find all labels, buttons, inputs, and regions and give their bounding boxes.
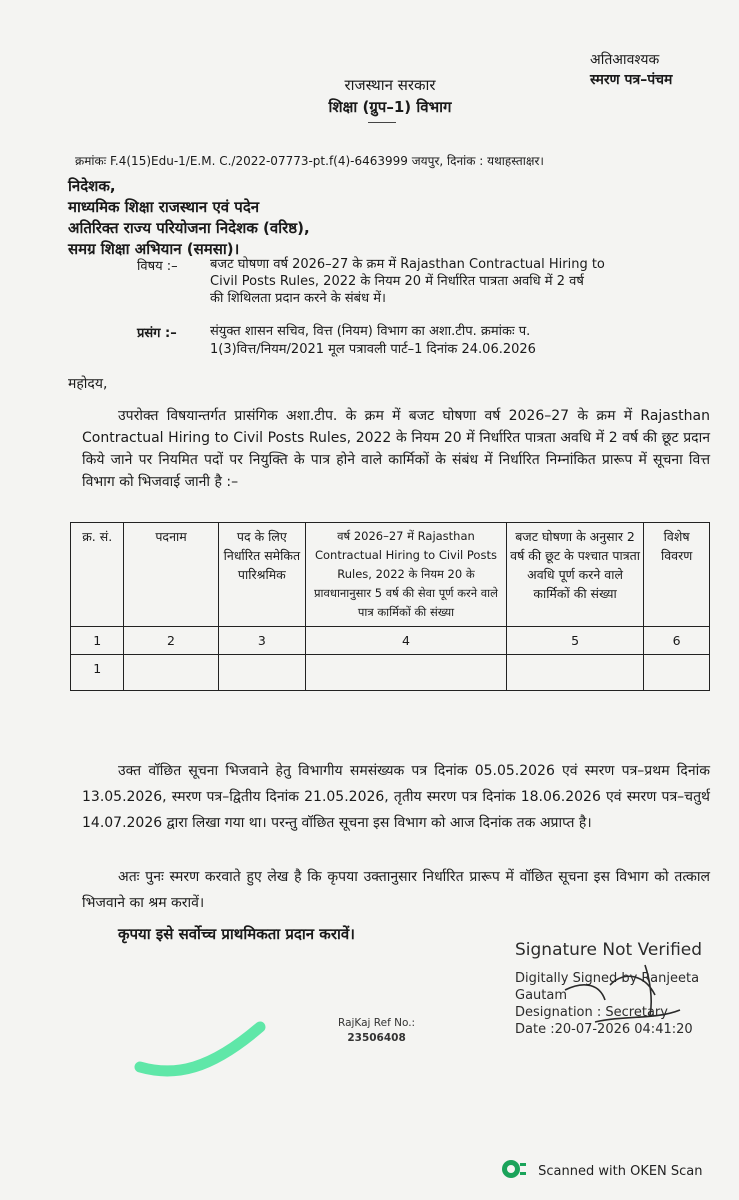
urgency-note <box>590 50 672 90</box>
signed-by: Digitally Signed by Ranjeeta <box>515 971 700 986</box>
signer-name: Gautam <box>515 988 568 1003</box>
rajkaj-label: RajKaj Ref No.: <box>338 1017 416 1029</box>
scan-footer-text: Scanned with OKEN Scan <box>538 1163 703 1179</box>
government-name: राजस्थान सरकार <box>344 76 436 94</box>
header-remarks: विशेष विवरण <box>644 523 710 627</box>
priority-request: कृपया इसे सर्वोच्च प्राथमिकता प्रदान करावें। <box>118 925 355 943</box>
table-cell: 3 <box>218 627 305 655</box>
signature-date: Date :20-07-2026 04:41:20 <box>515 1022 693 1037</box>
header-remuneration: पद के लिए निर्धारित समेकित पारिश्रमिक <box>218 523 305 627</box>
subject-text <box>210 256 605 307</box>
table-cell <box>306 655 507 691</box>
letterhead <box>300 74 480 118</box>
signer-designation: Designation : Secretary <box>515 1005 668 1020</box>
scan-watermark <box>500 1158 703 1184</box>
addressee-line: माध्यमिक शिक्षा राजस्थान एवं पदेन <box>68 198 260 216</box>
table-cell <box>644 655 710 691</box>
table-cell <box>218 655 305 691</box>
oken-scan-logo-icon <box>500 1158 528 1184</box>
rajkaj-reference <box>338 1016 415 1046</box>
prasang-line: संयुक्त शासन सचिव, वित्त (नियम) विभाग का अशा.टीप. क्रमांकः प. <box>210 324 531 339</box>
header-serial: क्र. सं. <box>71 523 124 627</box>
table-header-row <box>71 523 710 627</box>
table-cell: 6 <box>644 627 710 655</box>
addressee-line: निदेशक, <box>68 177 116 195</box>
subject-line: की शिथिलता प्रदान करने के संबंध में। <box>210 291 386 306</box>
table-cell: 4 <box>306 627 507 655</box>
highlighter-mark <box>130 1015 275 1085</box>
department-name: शिक्षा (ग्रुप–1) विभाग <box>328 98 452 116</box>
table-cell <box>124 655 218 691</box>
salutation: महोदय, <box>68 376 108 392</box>
subject-line: Civil Posts Rules, 2022 के नियम 20 में निर्धारित पात्रता अवधि में 2 वर्ष <box>210 274 584 289</box>
table-cell: 5 <box>506 627 643 655</box>
addressee-line: अतिरिक्त राज्य परियोजना निदेशक (वरिष्ठ), <box>68 219 310 237</box>
body-paragraph-1: उपरोक्त विषयान्तर्गत प्रासंगिक अशा.टीप. के क्रम में बजट घोषणा वर्ष 2026–27 के क्रम में Rajasthan Contractual Hiring to Civil Posts Rules, 2022 के नियम 20 में निर्धारित पात्रता अवधि में 2 वर्ष की छूट प्रदान किये जाने पर नियमित पदों पर नियुक्ति के पात्र होने वाले कार्मिकों के संबंध में निर्धारित निम्नांकित प्रारूप में सूचना वित्त विभाग को भिजवाई जानी है :– <box>82 408 710 490</box>
body-paragraph-3: अतः पुनः स्मरण करवाते हुए लेख है कि कृपया उक्तानुसार निर्धारित प्रारूप में वॉछित सूचना इस विभाग को तत्काल भिजवाने का श्रम करावें। <box>82 869 710 911</box>
rajkaj-number: 23506408 <box>347 1032 406 1044</box>
table-cell <box>506 655 643 691</box>
reference-context-text <box>210 323 536 359</box>
subject-label: विषय :– <box>137 259 178 274</box>
handwritten-signature <box>555 960 705 1035</box>
header-relaxation-count: बजट घोषणा के अनुसार 2 वर्ष की छूट के पश्चात पात्रता अवधि पूर्ण करने वाले कार्मिकों की संख्या <box>506 523 643 627</box>
addressee-line: समग्र शिक्षा अभियान (समसा)। <box>68 240 240 258</box>
table-cell: 2 <box>124 627 218 655</box>
signature-status: Signature Not Verified <box>515 940 703 960</box>
table-cell: 1 <box>71 627 124 655</box>
header-divider <box>368 122 396 123</box>
body-paragraph-2: उक्त वॉछित सूचना भिजवाने हेतु विभागीय समसंख्यक पत्र दिनांक 05.05.2026 एवं स्मरण पत्र–प्रथम दिनांक 13.05.2026, स्मरण पत्र–द्वितीय दिनांक 21.05.2026, तृतीय स्मरण पत्र दिनांक 18.06.2026 एवं स्मरण पत्र–चतुर्थ 14.07.2026 द्वारा लिखा गया था। परन्तु वॉछित सूचना इस विभाग को आज दिनांक तक अप्राप्त है। <box>82 763 710 831</box>
addressee-block <box>68 176 310 260</box>
reference-line: क्रमांकः F.4(15)Edu-1/E.M. C./2022-07773-pt.f(4)-6463999 जयपुर, दिनांक : यथाहस्ताक्षर। <box>75 154 544 168</box>
header-designation: पदनाम <box>124 523 218 627</box>
information-format-table <box>70 522 710 691</box>
table-number-row <box>71 627 710 655</box>
table-row <box>71 655 710 691</box>
reminder-label: स्मरण पत्र–पंचम <box>590 72 673 88</box>
prasang-line: 1(3)वित्त/नियम/2021 मूल पत्रावली पार्ट–1 दिनांक 24.06.2026 <box>210 342 536 357</box>
subject-line: बजट घोषणा वर्ष 2026–27 के क्रम में Rajasthan Contractual Hiring to <box>210 257 605 272</box>
table-cell: 1 <box>71 655 124 691</box>
reference-context-label: प्रसंग :– <box>137 326 177 341</box>
urgent-label: अतिआवश्यक <box>590 52 660 68</box>
header-eligible-count: वर्ष 2026–27 में Rajasthan Contractual Hiring to Civil Posts Rules, 2022 के नियम 20 के प्रावधानानुसार 5 वर्ष की सेवा पूर्ण करने वाले पात्र कार्मिकों की संख्या <box>306 523 507 627</box>
